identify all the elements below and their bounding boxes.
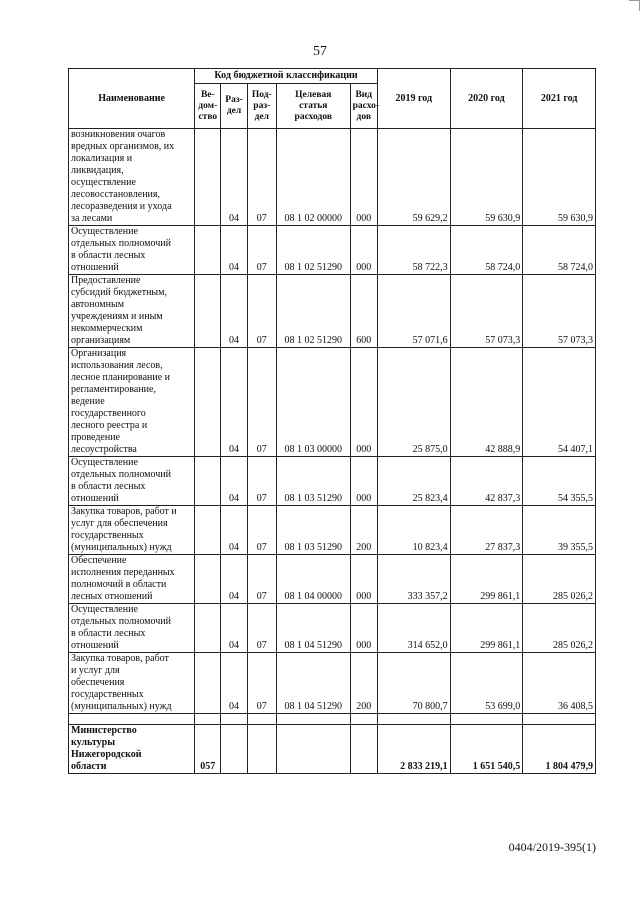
cell-2019: 25 823,4 [377, 457, 450, 506]
cell-2019: 59 629,2 [377, 129, 450, 226]
cell-celevaya: 08 1 03 51290 [276, 457, 350, 506]
cell-podrazdel: 07 [247, 555, 276, 604]
cell-podrazdel: 07 [247, 348, 276, 457]
spacer-cell [523, 714, 596, 725]
cell-vedomstvo: 057 [195, 725, 221, 774]
cell-vedomstvo [195, 506, 221, 555]
cell-2021: 1 804 479,9 [523, 725, 596, 774]
spacer-cell [221, 714, 247, 725]
spacer-cell [247, 714, 276, 725]
cell-2019: 57 071,6 [377, 275, 450, 348]
cell-2019: 314 652,0 [377, 604, 450, 653]
table-row [69, 555, 596, 604]
cell-razdel: 04 [221, 457, 247, 506]
cell-vedomstvo [195, 653, 221, 714]
cell-vid: 000 [350, 226, 377, 275]
cell-razdel: 04 [221, 348, 247, 457]
cell-name: Осуществление отдельных полномочий в области лесных отношений [69, 457, 195, 506]
cell-2021: 54 355,5 [523, 457, 596, 506]
cell-2021: 39 355,5 [523, 506, 596, 555]
cell-razdel: 04 [221, 506, 247, 555]
table-row [69, 604, 596, 653]
cell-2020: 57 073,3 [450, 275, 523, 348]
spacer-row [69, 714, 596, 725]
table-row [69, 226, 596, 275]
spacer-cell [450, 714, 523, 725]
cell-vid: 600 [350, 275, 377, 348]
cell-vid: 000 [350, 604, 377, 653]
cell-vedomstvo [195, 129, 221, 226]
cell-2020: 53 699,0 [450, 653, 523, 714]
cell-celevaya [276, 725, 350, 774]
cell-vedomstvo [195, 555, 221, 604]
page-number: 57 [313, 44, 327, 59]
cell-2020: 59 630,9 [450, 129, 523, 226]
header-2021: 2021 год [523, 69, 596, 129]
cell-celevaya: 08 1 02 00000 [276, 129, 350, 226]
cell-name: Предоставление субсидий бюджетным, автономным учреждениям и иным некоммерческим организациям [69, 275, 195, 348]
cell-2020: 299 861,1 [450, 604, 523, 653]
cell-name: Организация использования лесов, лесное планирование и регламентирование, ведение государственного лесного реестра и проведение лесоустройства [69, 348, 195, 457]
cell-celevaya: 08 1 02 51290 [276, 226, 350, 275]
cell-2019: 70 800,7 [377, 653, 450, 714]
cell-celevaya: 08 1 02 51290 [276, 275, 350, 348]
cell-2021: 36 408,5 [523, 653, 596, 714]
cell-podrazdel: 07 [247, 457, 276, 506]
header-classification-group: Код бюджетной классификации [195, 69, 378, 84]
cell-vid: 200 [350, 506, 377, 555]
cell-razdel: 04 [221, 275, 247, 348]
cell-name: Закупка товаров, работ и услуг для обеспечения государственных (муниципальных) нужд [69, 653, 195, 714]
cell-name: Осуществление отдельных полномочий в области лесных отношений [69, 226, 195, 275]
cell-razdel: 04 [221, 129, 247, 226]
header-podrazdel: Под- раз- дел [247, 84, 276, 129]
cell-celevaya: 08 1 04 51290 [276, 653, 350, 714]
cell-2020: 299 861,1 [450, 555, 523, 604]
cell-vid [350, 725, 377, 774]
cell-2019: 10 823,4 [377, 506, 450, 555]
table-row [69, 129, 596, 226]
cell-razdel: 04 [221, 604, 247, 653]
cell-2021: 285 026,2 [523, 555, 596, 604]
header-celevaya: Целевая статья расходов [276, 84, 350, 129]
cell-podrazdel: 07 [247, 604, 276, 653]
table-body [69, 129, 596, 774]
cell-2020: 42 888,9 [450, 348, 523, 457]
cell-name: Закупка товаров, работ и услуг для обеспечения государственных (муниципальных) нужд [69, 506, 195, 555]
cell-celevaya: 08 1 04 51290 [276, 604, 350, 653]
cell-2020: 27 837,3 [450, 506, 523, 555]
header-name: Наименование [69, 69, 195, 129]
spacer-cell [195, 714, 221, 725]
cell-podrazdel [247, 725, 276, 774]
document-id: 0404/2019-395(1) [508, 840, 596, 854]
cell-podrazdel: 07 [247, 653, 276, 714]
cell-2021: 54 407,1 [523, 348, 596, 457]
cell-2020: 42 837,3 [450, 457, 523, 506]
cell-name: Осуществление отдельных полномочий в области лесных отношений [69, 604, 195, 653]
cell-2021: 57 073,3 [523, 275, 596, 348]
cell-vedomstvo [195, 348, 221, 457]
total-row [69, 725, 596, 774]
cell-vedomstvo [195, 604, 221, 653]
cell-podrazdel: 07 [247, 506, 276, 555]
cell-2020: 58 724,0 [450, 226, 523, 275]
header-vedomstvo: Ве- дом- ство [195, 84, 221, 129]
spacer-cell [276, 714, 350, 725]
page-corner-mark [629, 0, 640, 11]
cell-2021: 58 724,0 [523, 226, 596, 275]
cell-razdel: 04 [221, 555, 247, 604]
cell-razdel: 04 [221, 226, 247, 275]
table-row [69, 653, 596, 714]
cell-podrazdel: 07 [247, 226, 276, 275]
cell-name: возникновения очагов вредных организмов, их локализация и ликвидация, осуществление лесовосстановления, лесоразведения и ухода за лесами [69, 129, 195, 226]
spacer-cell [350, 714, 377, 725]
cell-2020: 1 651 540,5 [450, 725, 523, 774]
cell-podrazdel: 07 [247, 129, 276, 226]
cell-vid: 000 [350, 129, 377, 226]
header-2019: 2019 год [377, 69, 450, 129]
cell-vid: 000 [350, 348, 377, 457]
cell-razdel [221, 725, 247, 774]
cell-vedomstvo [195, 457, 221, 506]
cell-2019: 2 833 219,1 [377, 725, 450, 774]
cell-name: Обеспечение исполнения переданных полномочий в области лесных отношений [69, 555, 195, 604]
cell-vid: 200 [350, 653, 377, 714]
cell-vedomstvo [195, 275, 221, 348]
cell-vid: 000 [350, 457, 377, 506]
spacer-cell [69, 714, 195, 725]
cell-celevaya: 08 1 03 51290 [276, 506, 350, 555]
cell-2021: 59 630,9 [523, 129, 596, 226]
header-vid: Вид расхо- дов [350, 84, 377, 129]
table-row [69, 275, 596, 348]
budget-table [68, 68, 596, 774]
cell-2019: 333 357,2 [377, 555, 450, 604]
cell-2019: 25 875,0 [377, 348, 450, 457]
cell-razdel: 04 [221, 653, 247, 714]
table-row [69, 506, 596, 555]
cell-2021: 285 026,2 [523, 604, 596, 653]
cell-2019: 58 722,3 [377, 226, 450, 275]
cell-podrazdel: 07 [247, 275, 276, 348]
header-2020: 2020 год [450, 69, 523, 129]
spacer-cell [377, 714, 450, 725]
cell-name: Министерство культуры Нижегородской области [69, 725, 195, 774]
cell-celevaya: 08 1 04 00000 [276, 555, 350, 604]
cell-vedomstvo [195, 226, 221, 275]
cell-celevaya: 08 1 03 00000 [276, 348, 350, 457]
cell-vid: 000 [350, 555, 377, 604]
header-razdel: Раз- дел [221, 84, 247, 129]
table-row [69, 348, 596, 457]
table-row [69, 457, 596, 506]
